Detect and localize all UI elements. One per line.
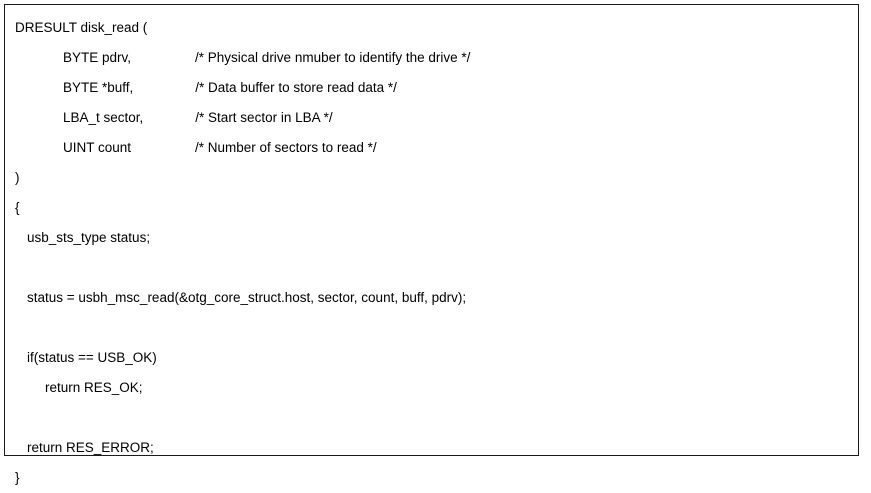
code-line [5, 43, 858, 73]
code-text: LBA_t sector, [63, 110, 144, 125]
code-line [5, 73, 858, 103]
code-comment: /* Data buffer to store read data */ [195, 80, 397, 95]
code-text: DRESULT disk_read ( [15, 20, 148, 35]
code-line [5, 463, 858, 493]
code-listing-box [4, 4, 859, 485]
code-line [5, 163, 858, 193]
code-comment: /* Physical drive nmuber to identify the drive */ [195, 50, 471, 65]
code-line [5, 283, 858, 313]
code-text: { [15, 200, 20, 215]
code-comment: /* Number of sectors to read */ [195, 140, 377, 155]
code-text: return RES_OK; [45, 380, 143, 395]
code-line [5, 13, 858, 43]
code-line [5, 343, 858, 373]
code-text: BYTE pdrv, [63, 50, 132, 65]
code-line [5, 223, 858, 253]
code-comment: /* Start sector in LBA */ [195, 110, 333, 125]
code-line [5, 313, 858, 343]
code-line [5, 403, 858, 433]
code-text: if(status == USB_OK) [27, 350, 157, 365]
code-text: } [15, 470, 20, 485]
code-line [5, 433, 858, 463]
code-line [5, 253, 858, 283]
code-lines-container [5, 5, 858, 493]
code-line [5, 193, 858, 223]
code-text: status = usbh_msc_read(&otg_core_struct.host, sector, count, buff, pdrv); [27, 290, 467, 305]
code-line [5, 373, 858, 403]
code-text: usb_sts_type status; [27, 230, 151, 245]
code-text: BYTE *buff, [63, 80, 134, 95]
code-line [5, 133, 858, 163]
code-text: return RES_ERROR; [27, 440, 154, 455]
code-line [5, 103, 858, 133]
code-text: UINT count [63, 140, 132, 155]
code-text: ) [15, 170, 20, 185]
